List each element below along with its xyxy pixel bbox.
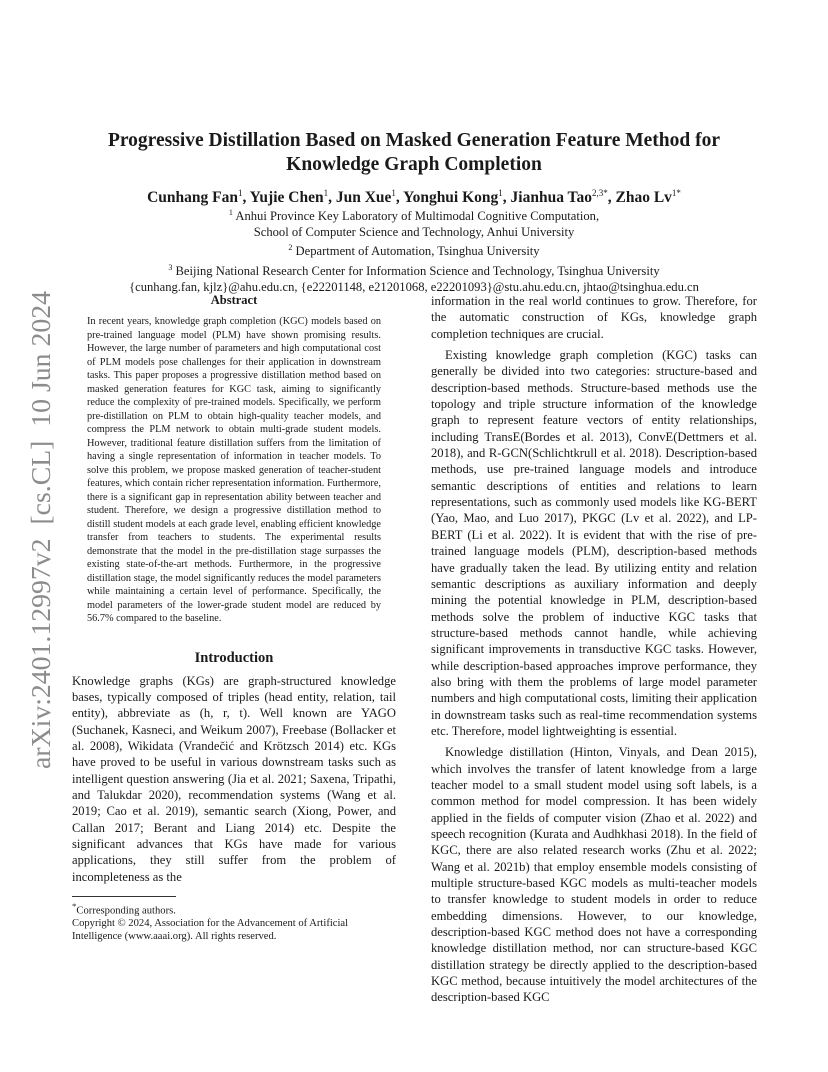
affiliation-text: Department of Automation, Tsinghua University bbox=[295, 244, 540, 259]
copyright-notice: Copyright © 2024, Association for the Advancement of Artificial Intelligence (www.aaai.org). All rights reserved. bbox=[72, 918, 349, 942]
footnote-divider bbox=[72, 896, 176, 897]
introduction-heading: Introduction bbox=[194, 649, 274, 666]
affiliation-marker: 3 bbox=[168, 263, 173, 273]
affiliation-block bbox=[60, 205, 768, 296]
author-name: Zhao Lv bbox=[615, 189, 672, 207]
affiliation-text: Anhui Province Key Laboratory of Multimodal Cognitive Computation, bbox=[235, 209, 600, 224]
affiliation-1 bbox=[60, 205, 768, 225]
introduction-paragraph-1-continued: information in the real world continues to grow. Therefore, for the automatic construction of KGs, knowledge graph completion techniques are crucial. bbox=[431, 294, 757, 341]
affiliation-text: Beijing National Research Center for Information Science and Technology, Tsinghua University bbox=[175, 264, 660, 279]
author-emails: {cunhang.fan, kjlz}@ahu.edu.cn, {e22201148, e21201068, e22201093}@stu.ahu.edu.cn, jhtao@tsinghua.edu.cn bbox=[129, 279, 699, 294]
right-column bbox=[431, 293, 757, 1006]
abstract-heading: Abstract bbox=[210, 293, 258, 307]
paper-title: Progressive Distillation Based on Masked Generation Feature Method for Knowledge Graph Completion bbox=[107, 130, 721, 175]
affiliation-2 bbox=[60, 240, 768, 260]
arxiv-identifier-text: arXiv:2401.12997v2 [cs.CL] 10 Jun 2024 bbox=[26, 304, 56, 769]
footnote-text: Corresponding authors. bbox=[76, 905, 176, 917]
author-affiliation-marker: 1 bbox=[237, 188, 243, 198]
author-affiliation-marker: 1* bbox=[671, 188, 681, 198]
author-affiliation-marker: 1 bbox=[498, 188, 503, 198]
author-name: Yujie Chen bbox=[249, 189, 324, 207]
author-affiliation-marker: 2,3* bbox=[591, 188, 608, 198]
author-affiliation-marker: 1 bbox=[323, 188, 329, 198]
abstract-text: In recent years, knowledge graph completion (KGC) models based on pre-trained language model (PLM) have shown promising results. However, the large number of parameters and high computational cost of PLM models pose challenges for their application in downstream tasks. This paper proposes a progressive distillation method based on masked generation features for KGC task, aiming to significantly reduce the complexity of pre-trained models. Specifically, we perform pre-distillation on PLM to obtain high-quality teacher models, and compress the PLM network to obtain multi-grade student models. However, traditional feature distillation suffers from the limitation of having a single representation of information in teacher models. To solve this problem, we propose masked generation of teacher-student features, which contain richer representation information. Furthermore, there is a significant gap in representation ability between teacher and student. Therefore, we design a progressive distillation method to distill student models at each grade level, enabling efficient knowledge transfer from teachers to students. The experimental results demonstrate that the model in the pre-distillation stage surpasses the existing state-of-the-art methods. Furthermore, in the progressive distillation stage, the model significantly reduces the model parameters while maintaining a certain level of performance. Specifically, the model parameters of the lower-grade student model are reduced by 56.7% compared to the baseline. bbox=[87, 316, 381, 624]
author-name: Cunhang Fan bbox=[147, 189, 238, 207]
affiliation-1-line2: School of Computer Science and Technology, Anhui University bbox=[253, 224, 575, 239]
author-list: Cunhang Fan$^1$, Yujie Chen$^1$, Jun Xue$^1$, Yonghui Kong$^1$, Jianhua Tao$^{2,3*}$, Zhao $Lv^{1*}$ bbox=[147, 188, 681, 207]
author-name: Jianhua Tao bbox=[510, 189, 592, 207]
footnote bbox=[72, 900, 396, 918]
footnote-marker: * bbox=[72, 900, 77, 911]
arxiv-identifier-svg bbox=[20, 290, 60, 770]
introduction-paragraph-3: Knowledge distillation (Hinton, Vinyals, and Dean 2015), which involves the transfer of latent knowledge from a large teacher model to a small student model using soft labels, is a common method for model compression. It has been widely applied in the fields of computer vision (Zhao et al. 2022) and speech recognition (Kurata and Audhkhasi 2018). In the field of KGC, there are also related research works (Zhu et al. 2022; Wang et al. 2021b) that employ ensemble models consisting of multiple structure-based KGC models as multi-teacher models to transfer knowledge to student models in order to reduce embedding dimensions. However, to our knowledge, description-based KGC method does not have a corresponding knowledge distillation method, nor can structure-based KGC distillation strategy be directly applied to the description-based KGC method, because intuitively the model architectures of the description-based KGC bbox=[431, 745, 757, 1005]
author-name: Jun Xue bbox=[335, 189, 392, 207]
affiliation-3 bbox=[60, 260, 768, 280]
affiliation-marker: 1 bbox=[228, 208, 233, 217]
left-column bbox=[72, 293, 396, 943]
introduction-paragraph-1: Knowledge graphs (KGs) are graph-structured knowledge bases, typically composed of triples (head entity, relation, tail entity), abbreviate as (h, r, t). Well known are YAGO (Suchanek, Kasneci, and Weikum 2007), Freebase (Bollacker et al. 2008), Wikidata (Vrandečić and Krötzsch 2014) etc. KGs have proved to be useful in various downstream tasks such as intelligent question answering (Jia et al. 2021; Saxena, Tripathi, and Talukdar 2020), recommendation systems (Wang et al. 2019; Cao et al. 2019), semantic search (Xiong, Power, and Callan 2017; Berant and Liang 2014) etc. Despite the significant advances that KGs have made for various applications, they still suffer from the problem of incompleteness as the bbox=[72, 673, 396, 884]
introduction-paragraph-2: Existing knowledge graph completion (KGC) tasks can generally be divided into two categories: structure-based and description-based methods. Structure-based methods use the topology and triple structure information of the knowledge graph to represent feature vectors of entity relationships, including TransE(Bordes et al. 2013), ConvE(Dettmers et al. 2018), and R-GCN(Schlichtkrull et al. 2018). Description-based methods, use pre-trained language models and introduce semantic descriptions of entities and relations to learn representations, such as commonly used models like KG-BERT (Yao, Mao, and Luo 2017), PKGC (Lv et al. 2022), and LP-BERT (Li et al. 2022). It is evident that with the rise of pre-trained language models (PLM), description-based methods have gradually taken the lead. By utilizing entity and relation semantic descriptions as auxiliary information and deeply mining the potential knowledge in PLM, description-based methods solve the problem of inductive KGC tasks that structure-based methods cannot handle, while achieving significant improvements in transductive KGC tasks. However, while description-based approaches improve performance, they also bring with them the problems of large model parameter numbers and high computational costs, limiting their application in downstream tasks such as real-time recommendation systems etc. Therefore, model lightweighting is essential. bbox=[431, 348, 757, 738]
arxiv-identifier bbox=[20, 290, 60, 770]
author-name: Yonghui Kong bbox=[403, 189, 499, 207]
author-affiliation-marker: 1 bbox=[391, 188, 396, 198]
affiliation-marker: 2 bbox=[288, 243, 293, 253]
